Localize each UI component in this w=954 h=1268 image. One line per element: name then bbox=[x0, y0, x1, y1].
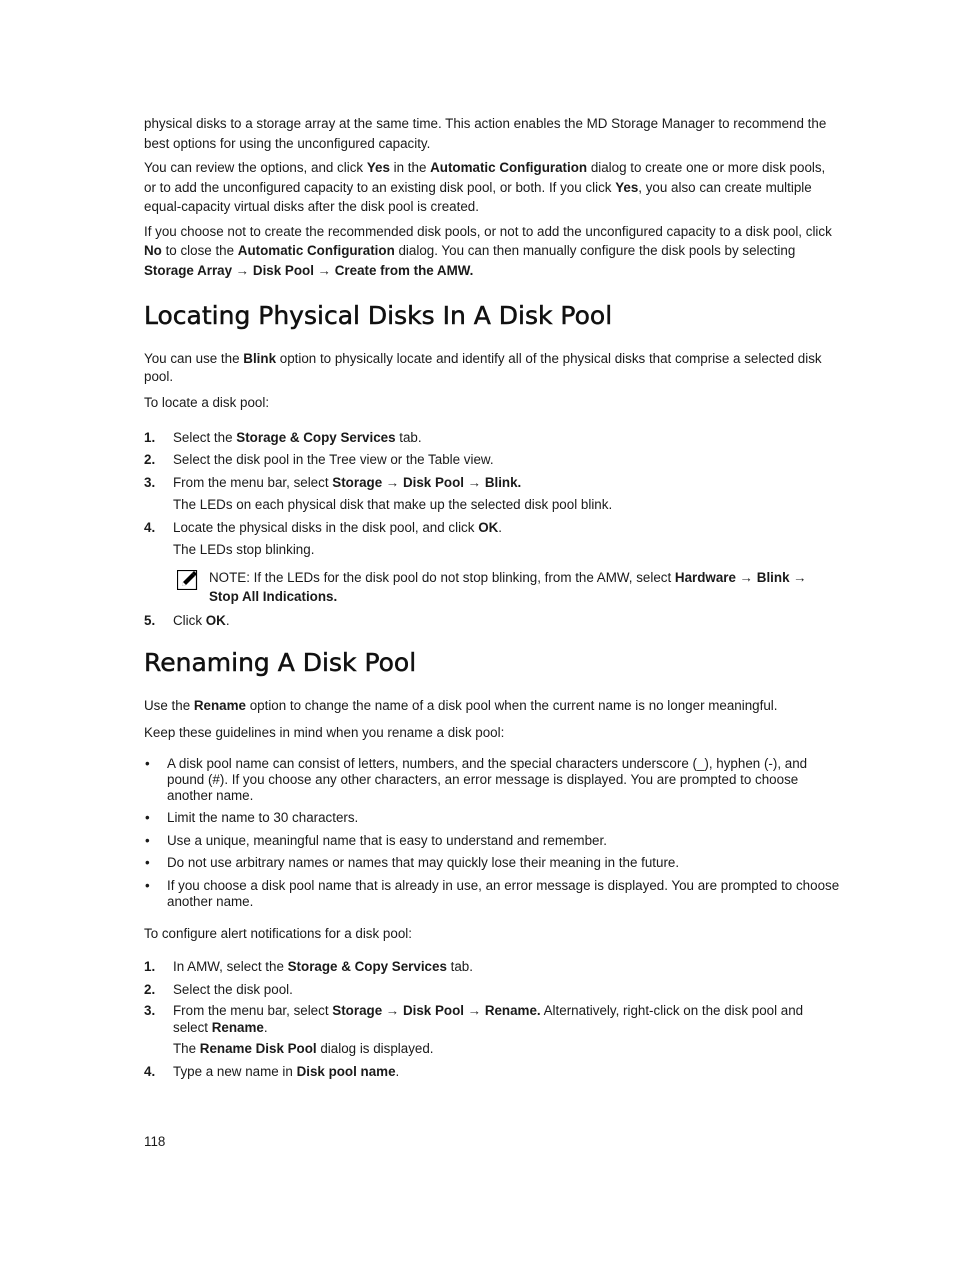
step-result: The Rename Disk Pool dialog is displayed. bbox=[173, 1041, 434, 1056]
bold-term: Storage & Copy Services bbox=[236, 429, 396, 445]
note-text: If the LEDs for the disk pool do not stop blinking, from the AMW, select Hardware → Blink → Stop All Indications. bbox=[209, 569, 807, 604]
note-label: NOTE: bbox=[209, 569, 250, 585]
bold-term: Storage → Disk Pool → Blink. bbox=[332, 474, 522, 490]
bullet: • bbox=[145, 855, 150, 870]
step-number: 1. bbox=[144, 959, 156, 974]
guideline-item: • Use a unique, meaningful name that is easy to understand and remember. bbox=[145, 832, 607, 848]
bullet: • bbox=[145, 832, 150, 848]
step-text: Select the Storage & Copy Services tab. bbox=[173, 429, 422, 445]
note-box bbox=[173, 568, 840, 607]
bold-term: OK bbox=[205, 612, 226, 628]
locating-paragraph-1: You can use the Blink option to physically locate and identify all of the physical disks that comprise a selected disk pool. bbox=[144, 351, 822, 384]
locating-step-2 bbox=[144, 450, 840, 470]
bold-term: Hardware → Blink → Stop All Indications. bbox=[209, 569, 807, 604]
bold-term: No bbox=[144, 243, 162, 258]
step-number: 2. bbox=[144, 452, 156, 467]
step-text: In AMW, select the Storage & Copy Services tab. bbox=[173, 959, 473, 974]
bold-term: Blink bbox=[243, 351, 277, 366]
bold-term: Automatic Configuration bbox=[237, 243, 395, 258]
locating-step-5 bbox=[144, 611, 840, 631]
bold-term: OK bbox=[478, 519, 499, 535]
renaming-step-2 bbox=[144, 980, 840, 1000]
step-number: 4. bbox=[144, 519, 156, 535]
locating-paragraph-2: To locate a disk pool: bbox=[144, 395, 270, 410]
guideline-item: • A disk pool name can consist of letters, numbers, and the special characters underscore (_), hyphen (-), and pound (#). If you choose any other characters, an error message is displayed. You are prompted to choose another name. bbox=[145, 755, 808, 803]
step-number: 5. bbox=[144, 612, 156, 628]
bullet: • bbox=[145, 877, 150, 893]
locating-step-1 bbox=[144, 428, 840, 448]
guideline-item: • Limit the name to 30 characters. bbox=[145, 810, 359, 825]
bold-term: Rename Disk Pool bbox=[199, 1041, 317, 1056]
bullet: • bbox=[145, 810, 150, 825]
heading-renaming-disk-pool: Renaming A Disk Pool bbox=[144, 648, 417, 677]
step-text: Type a new name in Disk pool name. bbox=[173, 1063, 400, 1079]
intro-paragraph-2: You can review the options, and click Yes in the Automatic Configuration dialog to create one or more disk pools, or to add the unconfigured capacity to an existing disk pool, or both. If you click Yes, you also can create multiple equal-capacity virtual disks after the disk pool is created. bbox=[144, 160, 826, 214]
step-result: The LEDs stop blinking. bbox=[173, 542, 315, 557]
heading-locating-physical-disks: Locating Physical Disks In A Disk Pool bbox=[144, 301, 613, 330]
bold-term: Yes bbox=[615, 179, 639, 195]
note-pencil-icon bbox=[177, 570, 199, 590]
step-number: 1. bbox=[144, 429, 156, 445]
step-text: From the menu bar, select Storage → Disk Pool → Rename. Alternatively, right-click on the disk pool and select Rename. bbox=[173, 1003, 804, 1035]
step-text: Select the disk pool. bbox=[173, 981, 293, 997]
renaming-step-4 bbox=[144, 1062, 840, 1082]
step-number: 3. bbox=[144, 1003, 156, 1018]
step-text: Locate the physical disks in the disk pool, and click OK. bbox=[173, 519, 503, 535]
bold-term: Storage & Copy Services bbox=[287, 959, 447, 974]
locating-step-4 bbox=[144, 518, 840, 607]
intro-paragraph-1: physical disks to a storage array at the same time. This action enables the MD Storage Manager to recommend the best options for using the unconfigured capacity. bbox=[144, 116, 827, 151]
step-text: Click OK. bbox=[173, 612, 230, 628]
page-content bbox=[144, 114, 840, 1081]
step-text: Select the disk pool in the Tree view or the Table view. bbox=[173, 452, 494, 467]
renaming-paragraph-2: Keep these guidelines in mind when you rename a disk pool: bbox=[144, 725, 505, 740]
locating-step-3 bbox=[144, 473, 840, 515]
locating-steps bbox=[144, 428, 840, 631]
step-number: 4. bbox=[144, 1063, 156, 1079]
renaming-guidelines bbox=[144, 756, 840, 910]
bold-term: Disk pool name bbox=[296, 1063, 396, 1079]
bold-term: Storage Array → Disk Pool → Create from the AMW. bbox=[144, 262, 474, 278]
renaming-paragraph-1: Use the Rename option to change the name of a disk pool when the current name is no longer meaningful. bbox=[144, 698, 778, 713]
step-number: 3. bbox=[144, 474, 156, 490]
step-result: The LEDs on each physical disk that make up the selected disk pool blink. bbox=[173, 497, 613, 512]
step-text: From the menu bar, select Storage → Disk Pool → Blink. bbox=[173, 474, 522, 490]
intro-paragraph-3: If you choose not to create the recommended disk pools, or not to add the unconfigured capacity to a disk pool, click No to close the Automatic Configuration dialog. You can then manually configure the disk pools by selecting Storage Array → Disk Pool → Create from the AMW. bbox=[144, 223, 832, 278]
bold-term: Rename bbox=[211, 1020, 264, 1035]
bold-term: Rename bbox=[193, 698, 246, 713]
bold-term: Yes bbox=[366, 160, 390, 175]
renaming-paragraph-3: To configure alert notifications for a disk pool: bbox=[144, 925, 412, 941]
page-number: 118 bbox=[144, 1134, 166, 1149]
step-number: 2. bbox=[144, 981, 156, 997]
guideline-item: • If you choose a disk pool name that is already in use, an error message is displayed. You are prompted to choose another name. bbox=[145, 877, 840, 909]
bold-term: Automatic Configuration bbox=[430, 160, 588, 175]
renaming-step-3 bbox=[144, 1002, 840, 1059]
renaming-steps bbox=[144, 957, 840, 1081]
guideline-item: • Do not use arbitrary names or names that may quickly lose their meaning in the future. bbox=[145, 855, 680, 870]
bullet: • bbox=[145, 755, 150, 771]
renaming-step-1 bbox=[144, 957, 840, 977]
bold-term: Storage → Disk Pool → Rename. bbox=[332, 1003, 541, 1018]
